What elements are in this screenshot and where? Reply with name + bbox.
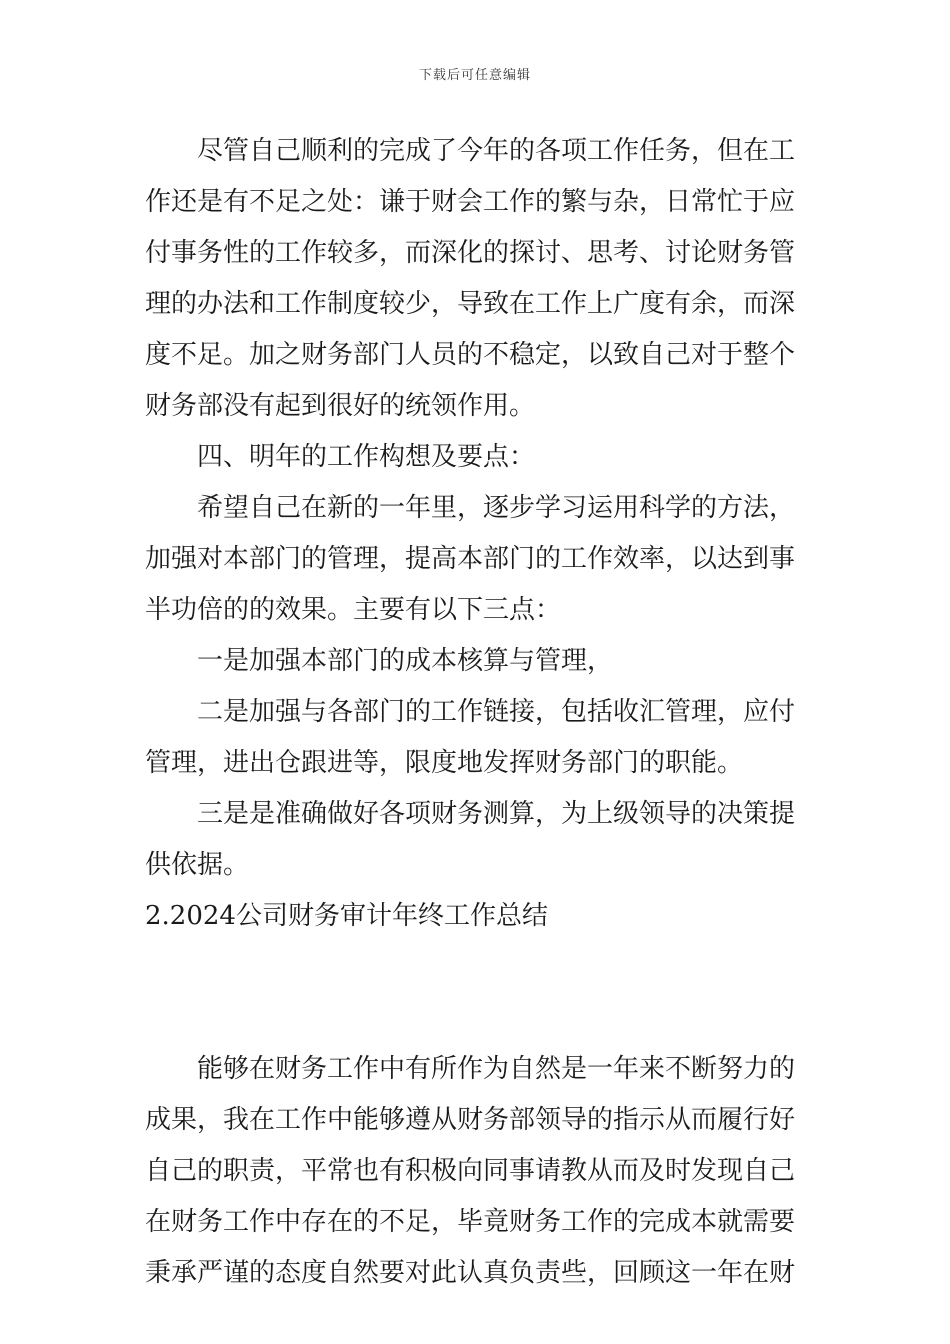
paragraph-point-one: 一是加强本部门的成本核算与管理，	[197, 646, 614, 676]
paragraph-point-two: 二是加强与各部门的工作链接，包括收汇管理，应付管理，进出仓跟进等，限度地发挥财务部门的职能。	[145, 697, 796, 778]
paragraph-next-year-heading: 四、明年的工作构想及要点：	[197, 442, 536, 472]
paragraph-point-three: 三是是准确做好各项财务测算，为上级领导的决策提供依据。	[145, 799, 796, 880]
paragraph-next-year-hope: 希望自己在新的一年里，逐步学习运用科学的方法，加强对本部门的管理，提高本部门的工作效率，以达到事半功倍的的效果。主要有以下三点：	[145, 493, 796, 625]
page-header: 下载后可任意编辑	[418, 68, 531, 83]
section-spacer	[145, 942, 810, 1044]
section-heading: 2.2024公司财务审计年终工作总结	[145, 901, 548, 931]
paragraph-summary-intro: 能够在财务工作中有所作为自然是一年来不断努力的成果，我在工作中能够遵从财务部领导的指示从而履行好自己的职责，平常也有积极向同事请教从而及时发现自己在财务工作中存在的不足，毕竟财务工作的完成本就需要秉承严谨的态度自然要对此认真负责些，回顾这一年在财	[145, 1054, 796, 1288]
paragraph-shortcomings: 尽管自己顺利的完成了今年的各项工作任务，但在工作还是有不足之处：谦于财会工作的繁与杂，日常忙于应付事务性的工作较多，而深化的探讨、思考、讨论财务管理的办法和工作制度较少，导致在工作上广度有余，而深度不足。加之财务部门人员的不稳定，以致自己对于整个财务部没有起到很好的统领作用。	[145, 136, 796, 421]
document-body	[145, 126, 810, 1299]
